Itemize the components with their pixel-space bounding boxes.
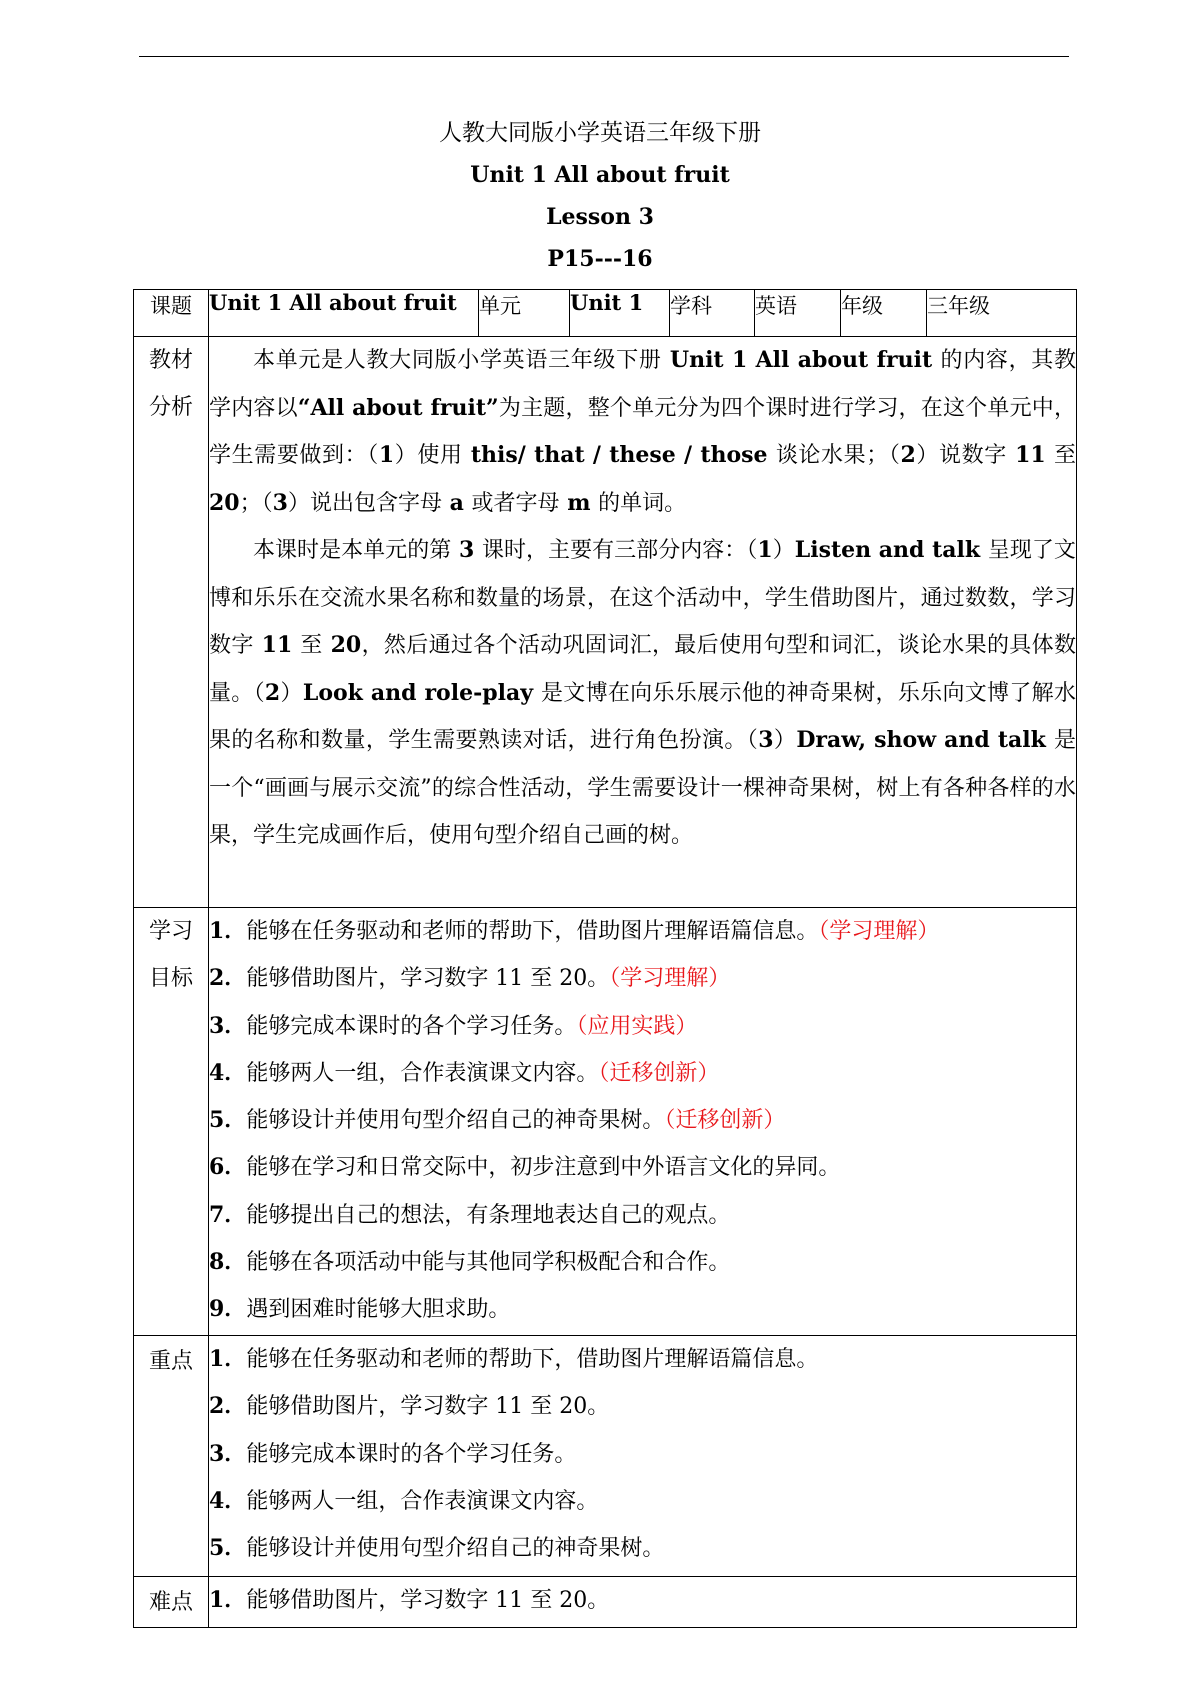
list-item <box>209 1383 1076 1430</box>
subject-value: 英语 <box>755 290 841 337</box>
item-number: 1． <box>209 918 247 944</box>
list-item <box>209 1478 1076 1525</box>
goals-list <box>209 908 1077 1336</box>
item-number: 2． <box>209 965 247 992</box>
difficult-points-row <box>134 1577 1077 1628</box>
item-number: 4． <box>209 1487 247 1514</box>
topic-label: 课题 <box>134 290 209 337</box>
item-number: 6． <box>209 1154 247 1181</box>
list-item <box>209 1336 1076 1383</box>
grade-value: 三年级 <box>927 290 1077 337</box>
item-text: 能够完成本课时的各个学习任务。 <box>246 1441 577 1467</box>
list-item <box>209 1525 1076 1572</box>
item-text: 能够设计并使用句型介绍自己的神奇果树。 <box>246 1108 665 1134</box>
analysis-content <box>209 337 1077 908</box>
item-number: 2． <box>209 1393 247 1420</box>
list-item <box>209 1192 1076 1239</box>
item-category-tag: （应用实践） <box>576 1013 698 1039</box>
list-item <box>209 1431 1076 1478</box>
item-number: 3． <box>209 1012 247 1039</box>
item-number: 5． <box>209 1535 247 1562</box>
grade-label: 年级 <box>841 290 927 337</box>
list-item <box>209 1050 1076 1097</box>
list-item <box>209 1003 1076 1050</box>
list-item <box>209 955 1076 1002</box>
item-number: 7． <box>209 1201 247 1228</box>
item-category-tag: （迁移创新） <box>664 1108 786 1134</box>
item-text: 能够在任务驱动和老师的帮助下，借助图片理解语篇信息。 <box>246 1347 819 1372</box>
topic-value: Unit 1 All about fruit <box>209 290 479 337</box>
item-text: 能够两人一组，合作表演课文内容。 <box>246 1060 599 1086</box>
unit-title: Unit 1 All about fruit <box>470 162 730 188</box>
item-number: 1． <box>209 1587 247 1613</box>
item-text: 遇到困难时能够大胆求助。 <box>246 1297 511 1323</box>
subject-label: 学科 <box>670 290 755 337</box>
difficult-points-list <box>209 1577 1077 1628</box>
analysis-paragraph-2: 本课时是本单元的第 3 课时，主要有三部分内容：（1）Listen and talk 呈现了文博和乐乐在交流水果名称和数量的场景，在这个活动中，学生借助图片，通过数数，学习数字 11 至 20，然后通过各个活动巩固词汇，最后使用句型和词汇，谈论水果的具体数量。（2）Look and role-play 是文博在向乐乐展示他的神奇果树，乐乐向文博了解水果的名称和数量，学生需要熟读对话，进行角色扮演。（3）Draw, show and talk 是一个“画画与展示交流”的综合性活动，学生需要设计一棵神奇果树，树上有各种各样的水果，学生完成画作后，使用句型介绍自己画的树。 <box>209 537 1076 848</box>
document-header <box>0 112 1200 280</box>
list-item <box>209 908 1076 955</box>
item-number: 5． <box>209 1107 247 1134</box>
item-text: 能够借助图片，学习数字 11 至 20。 <box>246 1394 610 1420</box>
list-item <box>209 1286 1076 1333</box>
item-text: 能够提出自己的想法，有条理地表达自己的观点。 <box>246 1202 731 1228</box>
lesson-title: Lesson 3 <box>546 204 654 230</box>
analysis-label: 教材 分析 <box>134 337 209 908</box>
item-text: 能够在各项活动中能与其他同学积极配合和合作。 <box>246 1250 731 1276</box>
item-text: 能够借助图片，学习数字 11 至 20。 <box>246 966 610 992</box>
top-rule <box>139 56 1069 57</box>
list-item <box>209 1239 1076 1286</box>
item-number: 9． <box>209 1296 247 1323</box>
item-text: 能够在任务驱动和老师的帮助下，借助图片理解语篇信息。 <box>246 919 819 944</box>
lesson-plan-table <box>133 289 1077 1628</box>
item-number: 4． <box>209 1059 247 1086</box>
item-text: 能够完成本课时的各个学习任务。 <box>246 1013 577 1039</box>
item-text: 能够借助图片，学习数字 11 至 20。 <box>246 1588 610 1613</box>
item-number: 8． <box>209 1249 247 1276</box>
unit-value: Unit 1 <box>570 290 670 337</box>
item-number: 1． <box>209 1346 247 1372</box>
item-text: 能够设计并使用句型介绍自己的神奇果树。 <box>246 1536 665 1562</box>
info-row <box>134 290 1077 337</box>
difficult-points-label: 难点 <box>134 1577 209 1628</box>
item-text: 能够在学习和日常交际中，初步注意到中外语言文化的异同。 <box>246 1155 841 1181</box>
item-text: 能够两人一组，合作表演课文内容。 <box>246 1488 599 1514</box>
list-item <box>209 1577 1076 1624</box>
page-range: P15---16 <box>547 246 653 272</box>
item-category-tag: （迁移创新） <box>598 1060 720 1086</box>
goals-row <box>134 908 1077 1336</box>
key-points-row <box>134 1336 1077 1577</box>
list-item <box>209 1144 1076 1191</box>
key-points-list <box>209 1336 1077 1577</box>
item-number: 3． <box>209 1440 247 1467</box>
document-title: 人教大同版小学英语三年级下册 <box>439 120 761 146</box>
analysis-row <box>134 337 1077 908</box>
item-category-tag: （学习理解） <box>818 919 940 944</box>
list-item <box>209 1097 1076 1144</box>
unit-label: 单元 <box>479 290 570 337</box>
item-category-tag: （学习理解） <box>609 966 731 992</box>
goals-label: 学习 目标 <box>134 908 209 1336</box>
analysis-paragraph-1: 本单元是人教大同版小学英语三年级下册 Unit 1 All about fruit 的内容，其教学内容以“All about fruit”为主题，整个单元分为四个课时进行学习，在这个单元中，学生需要做到：（1）使用 this/ that / these / those 谈论水果；（2）说数字 11 至 20；（3）说出包含字母 a 或者字母 m 的单词。 <box>209 347 1076 516</box>
key-points-label: 重点 <box>134 1336 209 1577</box>
